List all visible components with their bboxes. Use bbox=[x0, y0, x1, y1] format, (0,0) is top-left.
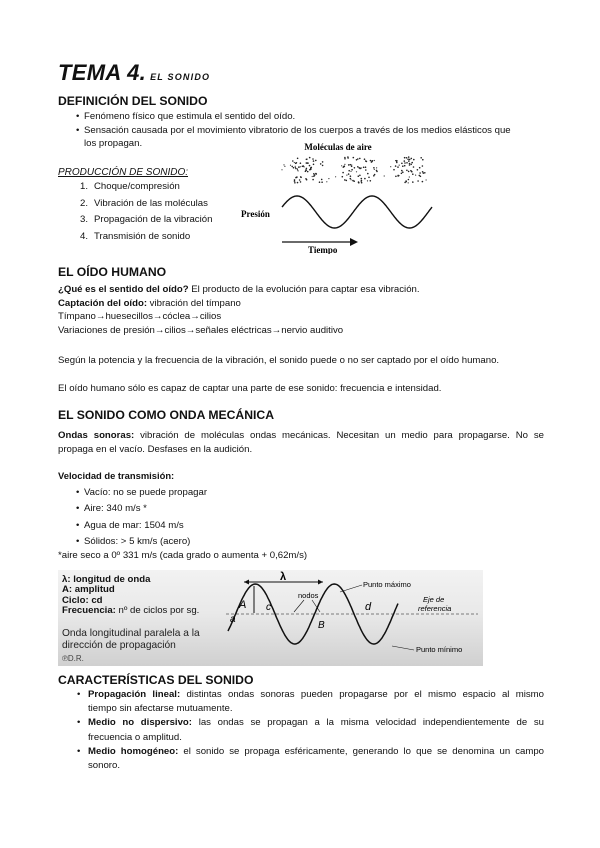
velocity-item: • Aire: 340 m/s * bbox=[58, 501, 207, 517]
molecule-dot bbox=[373, 167, 375, 169]
molecule-dot bbox=[422, 165, 424, 167]
molecule-dot bbox=[281, 169, 282, 170]
molecule-dot bbox=[292, 160, 294, 162]
molecule-dot bbox=[351, 179, 352, 180]
molecule-dot bbox=[309, 157, 311, 159]
molecule-dot bbox=[298, 170, 299, 171]
caracteristica-bold: Medio homogéneo: bbox=[88, 745, 179, 757]
molecule-dot bbox=[365, 166, 367, 168]
molecule-dot bbox=[306, 179, 308, 181]
caracteristica-item bbox=[58, 745, 544, 773]
molecule-dot bbox=[404, 160, 406, 162]
molecule-dot bbox=[304, 166, 305, 167]
page-title bbox=[58, 60, 210, 86]
molecule-dot bbox=[344, 158, 346, 160]
step-text: Vibración de las moléculas bbox=[94, 197, 208, 209]
molecule-dot bbox=[306, 162, 308, 164]
molecule-dot bbox=[356, 171, 357, 172]
velocity-item: • Agua de mar: 1504 m/s bbox=[58, 518, 207, 534]
molecule-dot bbox=[312, 158, 314, 160]
molecule-dot bbox=[395, 176, 397, 178]
title-sub: EL SONIDO bbox=[150, 72, 211, 82]
molecule-dot bbox=[359, 158, 361, 160]
molecule-dot bbox=[395, 160, 396, 161]
molecule-dot bbox=[297, 168, 298, 169]
step-number: 3. bbox=[80, 214, 89, 225]
molecule-dot bbox=[376, 167, 377, 168]
ondas-sonoras bbox=[58, 429, 544, 456]
molecule-dot bbox=[405, 180, 407, 182]
ondas-line-1 bbox=[58, 429, 544, 443]
molecule-dot bbox=[422, 181, 424, 183]
molecule-dot bbox=[298, 166, 299, 167]
oido-captacion-text: vibración del tímpano bbox=[147, 297, 241, 309]
legend-frecuencia-bold: Frecuencia: bbox=[62, 605, 116, 617]
molecule-dot bbox=[408, 171, 410, 173]
molecule-dot bbox=[294, 180, 296, 182]
oido-question bbox=[58, 283, 544, 297]
caracteristica-bold: Medio no dispersivo: bbox=[88, 717, 192, 729]
step-item bbox=[58, 212, 212, 229]
velocity-note: *aire seco a 0º 331 m/s (cada grado o aumenta + 0,62m/s) bbox=[58, 550, 308, 561]
molecule-dot bbox=[419, 172, 421, 174]
molecule-dot bbox=[335, 176, 336, 177]
molecule-dot bbox=[291, 166, 293, 168]
molecule-dot bbox=[313, 164, 315, 166]
molecule-dot bbox=[300, 162, 302, 164]
step-text: Transmisión de sonido bbox=[94, 230, 191, 242]
time-label: Tiempo bbox=[308, 245, 338, 254]
step-number: 1. bbox=[80, 181, 89, 192]
molecule-dot bbox=[352, 180, 354, 182]
molecule-dot bbox=[344, 179, 346, 181]
caracteristica-continuation: tiempo sin afectarse mutuamente. bbox=[88, 703, 233, 715]
molecule-dot bbox=[348, 173, 350, 175]
molecule-dot bbox=[364, 178, 366, 180]
molecule-dot bbox=[396, 160, 398, 162]
molecule-dot bbox=[361, 181, 362, 182]
oido-question-text: El producto de la evolución para captar esa vibración. bbox=[188, 284, 420, 295]
molecule-dot bbox=[305, 169, 307, 171]
oido-captacion-bold: Captación del oído: bbox=[58, 297, 148, 309]
molecule-dot bbox=[361, 178, 363, 180]
velocity-list bbox=[58, 485, 207, 551]
molecule-dot bbox=[351, 166, 353, 168]
caracteristica-text: distintas ondas sonoras pueden propagarse por el mismo espacio al mismo bbox=[180, 689, 544, 700]
title-main: TEMA 4. bbox=[58, 60, 147, 85]
molecule-dot bbox=[359, 175, 361, 177]
molecule-dot bbox=[412, 173, 414, 175]
copyright-label: ℗D.R. bbox=[62, 654, 84, 663]
longitudinal-line-2: dirección de propagación bbox=[62, 639, 176, 651]
molecule-dot bbox=[406, 170, 408, 172]
pressure-wave-figure bbox=[238, 142, 438, 254]
legend-ciclo: Ciclo: cd bbox=[62, 594, 103, 606]
molecule-dot bbox=[410, 170, 412, 172]
molecule-dot bbox=[367, 180, 368, 181]
molecule-dot bbox=[396, 162, 398, 164]
caracteristica-item bbox=[58, 716, 544, 744]
legend-amplitud: A: amplitud bbox=[62, 584, 115, 596]
oido-chain-1: Tímpano→huesecillos→cóclea→cilios bbox=[58, 311, 222, 323]
molecule-dot bbox=[384, 175, 385, 176]
molecule-dot bbox=[417, 169, 419, 171]
molecule-dot bbox=[409, 164, 411, 166]
ondas-bold: Ondas sonoras: bbox=[58, 430, 135, 441]
oido-paragraph-2: El oído humano sólo es capaz de captar una parte de ese sonido: frecuencia e intensidad. bbox=[58, 383, 442, 394]
label-d: d bbox=[365, 601, 372, 613]
longitudinal-line-1: Onda longitudinal paralela a la bbox=[62, 628, 200, 639]
molecule-dot bbox=[393, 169, 395, 171]
heading-caracteristicas: CARACTERÍSTICAS DEL SONIDO bbox=[58, 673, 254, 687]
label-nodos: nodos bbox=[298, 591, 319, 600]
molecule-dot bbox=[290, 165, 291, 166]
molecule-dot bbox=[422, 159, 424, 161]
molecule-dot bbox=[295, 166, 296, 167]
molecule-dot bbox=[426, 179, 427, 180]
molecule-dot bbox=[409, 159, 411, 161]
label-referencia: referencia bbox=[418, 604, 452, 613]
label-a: a bbox=[230, 614, 236, 625]
velocity-item: • Sólidos: > 5 km/s (acero) bbox=[58, 534, 207, 550]
molecule-dot bbox=[343, 166, 345, 168]
molecule-dot bbox=[319, 181, 321, 183]
molecule-dot bbox=[417, 180, 419, 182]
heading-oido: EL OÍDO HUMANO bbox=[58, 265, 167, 279]
molecule-dot bbox=[312, 176, 313, 177]
molecule-dot bbox=[309, 165, 311, 167]
molecule-dot bbox=[413, 166, 415, 168]
definicion-bullet: • Fenómeno físico que estimula el sentido del oído. bbox=[58, 110, 544, 124]
molecule-dot bbox=[342, 176, 344, 178]
molecule-dot bbox=[404, 165, 406, 167]
molecule-dot bbox=[409, 176, 410, 177]
molecule-dot bbox=[406, 157, 408, 159]
molecule-dot bbox=[314, 174, 316, 176]
molecule-dot bbox=[371, 162, 372, 163]
label-punto-maximo: Punto máximo bbox=[363, 580, 411, 589]
molecule-dot bbox=[300, 176, 302, 178]
transverse-wave-diagram bbox=[58, 570, 483, 666]
step-number: 4. bbox=[80, 230, 89, 242]
molecule-dot bbox=[295, 177, 297, 179]
molecule-dot bbox=[351, 164, 352, 165]
molecule-dot bbox=[358, 175, 360, 177]
molecule-dot bbox=[399, 165, 400, 166]
molecule-dot bbox=[412, 181, 414, 183]
molecule-dot bbox=[351, 169, 353, 171]
molecule-dot bbox=[347, 156, 349, 158]
molecule-dot bbox=[367, 173, 369, 175]
molecule-dot bbox=[424, 172, 426, 174]
molecule-dot bbox=[306, 168, 308, 170]
velocity-item: • Vacío: no se puede propagar bbox=[58, 485, 207, 501]
molecule-dot bbox=[409, 163, 411, 165]
label-c: c bbox=[266, 602, 271, 613]
molecule-dot bbox=[404, 157, 406, 159]
molecule-dot bbox=[299, 179, 301, 181]
caracteristica-continuation: sonoro. bbox=[88, 760, 120, 772]
molecule-dot bbox=[358, 182, 360, 184]
oido-question-bold: ¿Qué es el sentido del oído? bbox=[58, 284, 189, 295]
molecule-dot bbox=[408, 179, 410, 181]
step-item bbox=[58, 179, 212, 196]
molecule-dot bbox=[307, 171, 309, 173]
molecule-dot bbox=[420, 176, 422, 178]
molecule-dot bbox=[415, 175, 416, 176]
molecule-dot bbox=[374, 169, 375, 170]
legend-lambda: λ: longitud de onda bbox=[62, 574, 151, 585]
definicion-continuation: los propagan. bbox=[84, 138, 143, 149]
molecule-dot bbox=[297, 158, 299, 160]
molecule-dot bbox=[350, 175, 352, 177]
caracteristica-text: el sonido se propaga esféricamente, generando lo que se denomina un campo bbox=[178, 745, 545, 757]
legend-frecuencia-text: nº de ciclos por sg. bbox=[115, 605, 200, 617]
label-B: B bbox=[318, 620, 325, 631]
molecule-dot bbox=[322, 161, 324, 163]
definicion-bullet: • Sensación causada por el movimiento vibratorio de los cuerpos a través de los medios elásticos que bbox=[58, 124, 544, 138]
molecule-dot bbox=[294, 162, 295, 163]
molecule-dot bbox=[346, 180, 348, 182]
molecule-dot bbox=[406, 162, 408, 164]
molecule-dot bbox=[321, 181, 323, 183]
molecule-dot bbox=[370, 180, 372, 182]
caracteristicas-list bbox=[58, 688, 544, 773]
time-arrow-icon bbox=[350, 238, 358, 246]
nodos-pointer bbox=[294, 600, 304, 612]
pressure-sine-wave bbox=[282, 196, 432, 228]
molecule-dot bbox=[322, 165, 324, 167]
molecule-dot bbox=[357, 158, 359, 160]
molecule-dot bbox=[374, 160, 375, 161]
produccion-steps bbox=[58, 179, 212, 245]
molecule-dot bbox=[294, 182, 296, 184]
molecule-dot bbox=[411, 162, 413, 164]
molecule-dot bbox=[365, 169, 367, 171]
molecule-dot bbox=[423, 172, 425, 174]
pressure-label: Presión bbox=[241, 209, 270, 219]
step-number: 2. bbox=[80, 197, 89, 209]
molecule-dot bbox=[353, 157, 355, 159]
molecule-dot bbox=[350, 164, 352, 166]
molecule-dot bbox=[368, 177, 370, 179]
caracteristica-bold: Propagación lineal: bbox=[88, 689, 181, 700]
molecule-dot bbox=[321, 179, 323, 181]
molecule-dot bbox=[342, 172, 344, 174]
step-item bbox=[58, 196, 212, 213]
ondas-line-2: propaga en el vacío. Desfases en la audición. bbox=[58, 443, 253, 455]
molecule-dot bbox=[312, 179, 314, 181]
molecule-dot bbox=[407, 158, 409, 160]
molecule-dot bbox=[283, 164, 284, 165]
molecule-dot bbox=[390, 166, 391, 167]
molecule-dot bbox=[402, 171, 404, 173]
molecule-dot bbox=[341, 165, 342, 166]
molecule-dot bbox=[411, 158, 413, 160]
oido-paragraph-1: Según la potencia y la frecuencia de la vibración, el sonido puede o no ser captado por el oído humano. bbox=[58, 355, 500, 366]
molecule-dot bbox=[315, 160, 317, 162]
molecule-dot bbox=[284, 166, 285, 167]
molecule-dot bbox=[354, 167, 356, 169]
molecule-dot bbox=[328, 178, 329, 179]
molecule-dot bbox=[420, 157, 422, 159]
heading-produccion: PRODUCCIÓN DE SONIDO: bbox=[58, 167, 189, 178]
molecule-dot bbox=[310, 168, 312, 170]
velocidad-heading: Velocidad de transmisión: bbox=[58, 470, 175, 481]
molecule-dot bbox=[305, 171, 307, 173]
oido-chain-2: Variaciones de presión→cilios→señales eléctricas→nervio auditivo bbox=[58, 324, 344, 336]
label-A: A bbox=[239, 599, 247, 611]
lambda-symbol: λ bbox=[280, 571, 287, 583]
molecule-dot bbox=[401, 170, 403, 172]
caracteristica-continuation: frecuencia o amplitud. bbox=[88, 731, 182, 743]
wave-figure bbox=[58, 570, 483, 666]
molecule-dot bbox=[408, 160, 410, 162]
heading-onda: EL SONIDO COMO ONDA MECÁNICA bbox=[58, 408, 274, 422]
molecule-dot bbox=[364, 158, 366, 160]
molecule-dot bbox=[366, 161, 368, 163]
molecule-dot bbox=[419, 167, 421, 169]
molecule-dot bbox=[302, 166, 304, 168]
molecule-dot bbox=[413, 159, 415, 161]
molecule-dot bbox=[402, 165, 404, 167]
air-molecules bbox=[281, 156, 426, 183]
molecules-label: Moléculas de aire bbox=[304, 142, 372, 152]
molecule-dot bbox=[300, 181, 302, 183]
molecule-dot bbox=[395, 165, 397, 167]
molecule-dot bbox=[397, 166, 399, 168]
min-pointer bbox=[392, 646, 414, 650]
molecule-dot bbox=[346, 175, 347, 176]
molecule-dot bbox=[326, 181, 327, 182]
molecule-dot bbox=[363, 167, 365, 169]
heading-definicion: DEFINICIÓN DEL SONIDO bbox=[58, 94, 208, 108]
caracteristica-item bbox=[58, 688, 544, 716]
molecule-dot bbox=[357, 166, 359, 168]
molecule-dot bbox=[350, 178, 352, 180]
molecule-dot bbox=[401, 163, 403, 165]
molecule-dot bbox=[344, 164, 345, 165]
max-pointer bbox=[340, 585, 362, 592]
molecule-dot bbox=[373, 175, 375, 177]
molecule-dot bbox=[295, 167, 296, 168]
molecule-dot bbox=[410, 164, 412, 166]
molecule-dot bbox=[297, 169, 298, 170]
molecule-dot bbox=[293, 167, 295, 169]
molecule-dot bbox=[359, 168, 361, 170]
molecule-dot bbox=[404, 162, 406, 164]
molecule-dot bbox=[296, 162, 298, 164]
label-eje: Eje de bbox=[423, 595, 445, 604]
molecule-dot bbox=[348, 170, 350, 172]
molecule-dot bbox=[408, 156, 410, 158]
molecule-dot bbox=[348, 164, 350, 166]
molecule-dot bbox=[297, 182, 299, 184]
oido-captacion bbox=[58, 297, 544, 311]
molecule-dot bbox=[404, 182, 406, 184]
molecule-dot bbox=[307, 159, 308, 160]
label-punto-minimo: Punto mínimo bbox=[416, 645, 463, 654]
step-item bbox=[58, 229, 212, 246]
molecule-dot bbox=[350, 171, 351, 172]
molecule-dot bbox=[398, 175, 399, 176]
caracteristica-text: las ondas se propagan a la misma velocidad independientemente de su bbox=[192, 717, 544, 729]
molecule-dot bbox=[370, 160, 372, 162]
step-text: Choque/compresión bbox=[94, 181, 180, 192]
oido-body bbox=[58, 283, 544, 337]
molecule-dot bbox=[401, 173, 403, 175]
molecule-dot bbox=[313, 160, 315, 162]
molecule-dot bbox=[320, 163, 322, 165]
molecule-dot bbox=[408, 182, 409, 183]
molecule-dot bbox=[315, 173, 317, 175]
ondas-text: vibración de moléculas ondas mecánicas. Necesitan un medio para propagarse. No se bbox=[134, 430, 544, 441]
molecule-dot bbox=[300, 166, 301, 167]
step-text: Propagación de la vibración bbox=[94, 214, 213, 225]
molecule-dot bbox=[376, 170, 378, 172]
